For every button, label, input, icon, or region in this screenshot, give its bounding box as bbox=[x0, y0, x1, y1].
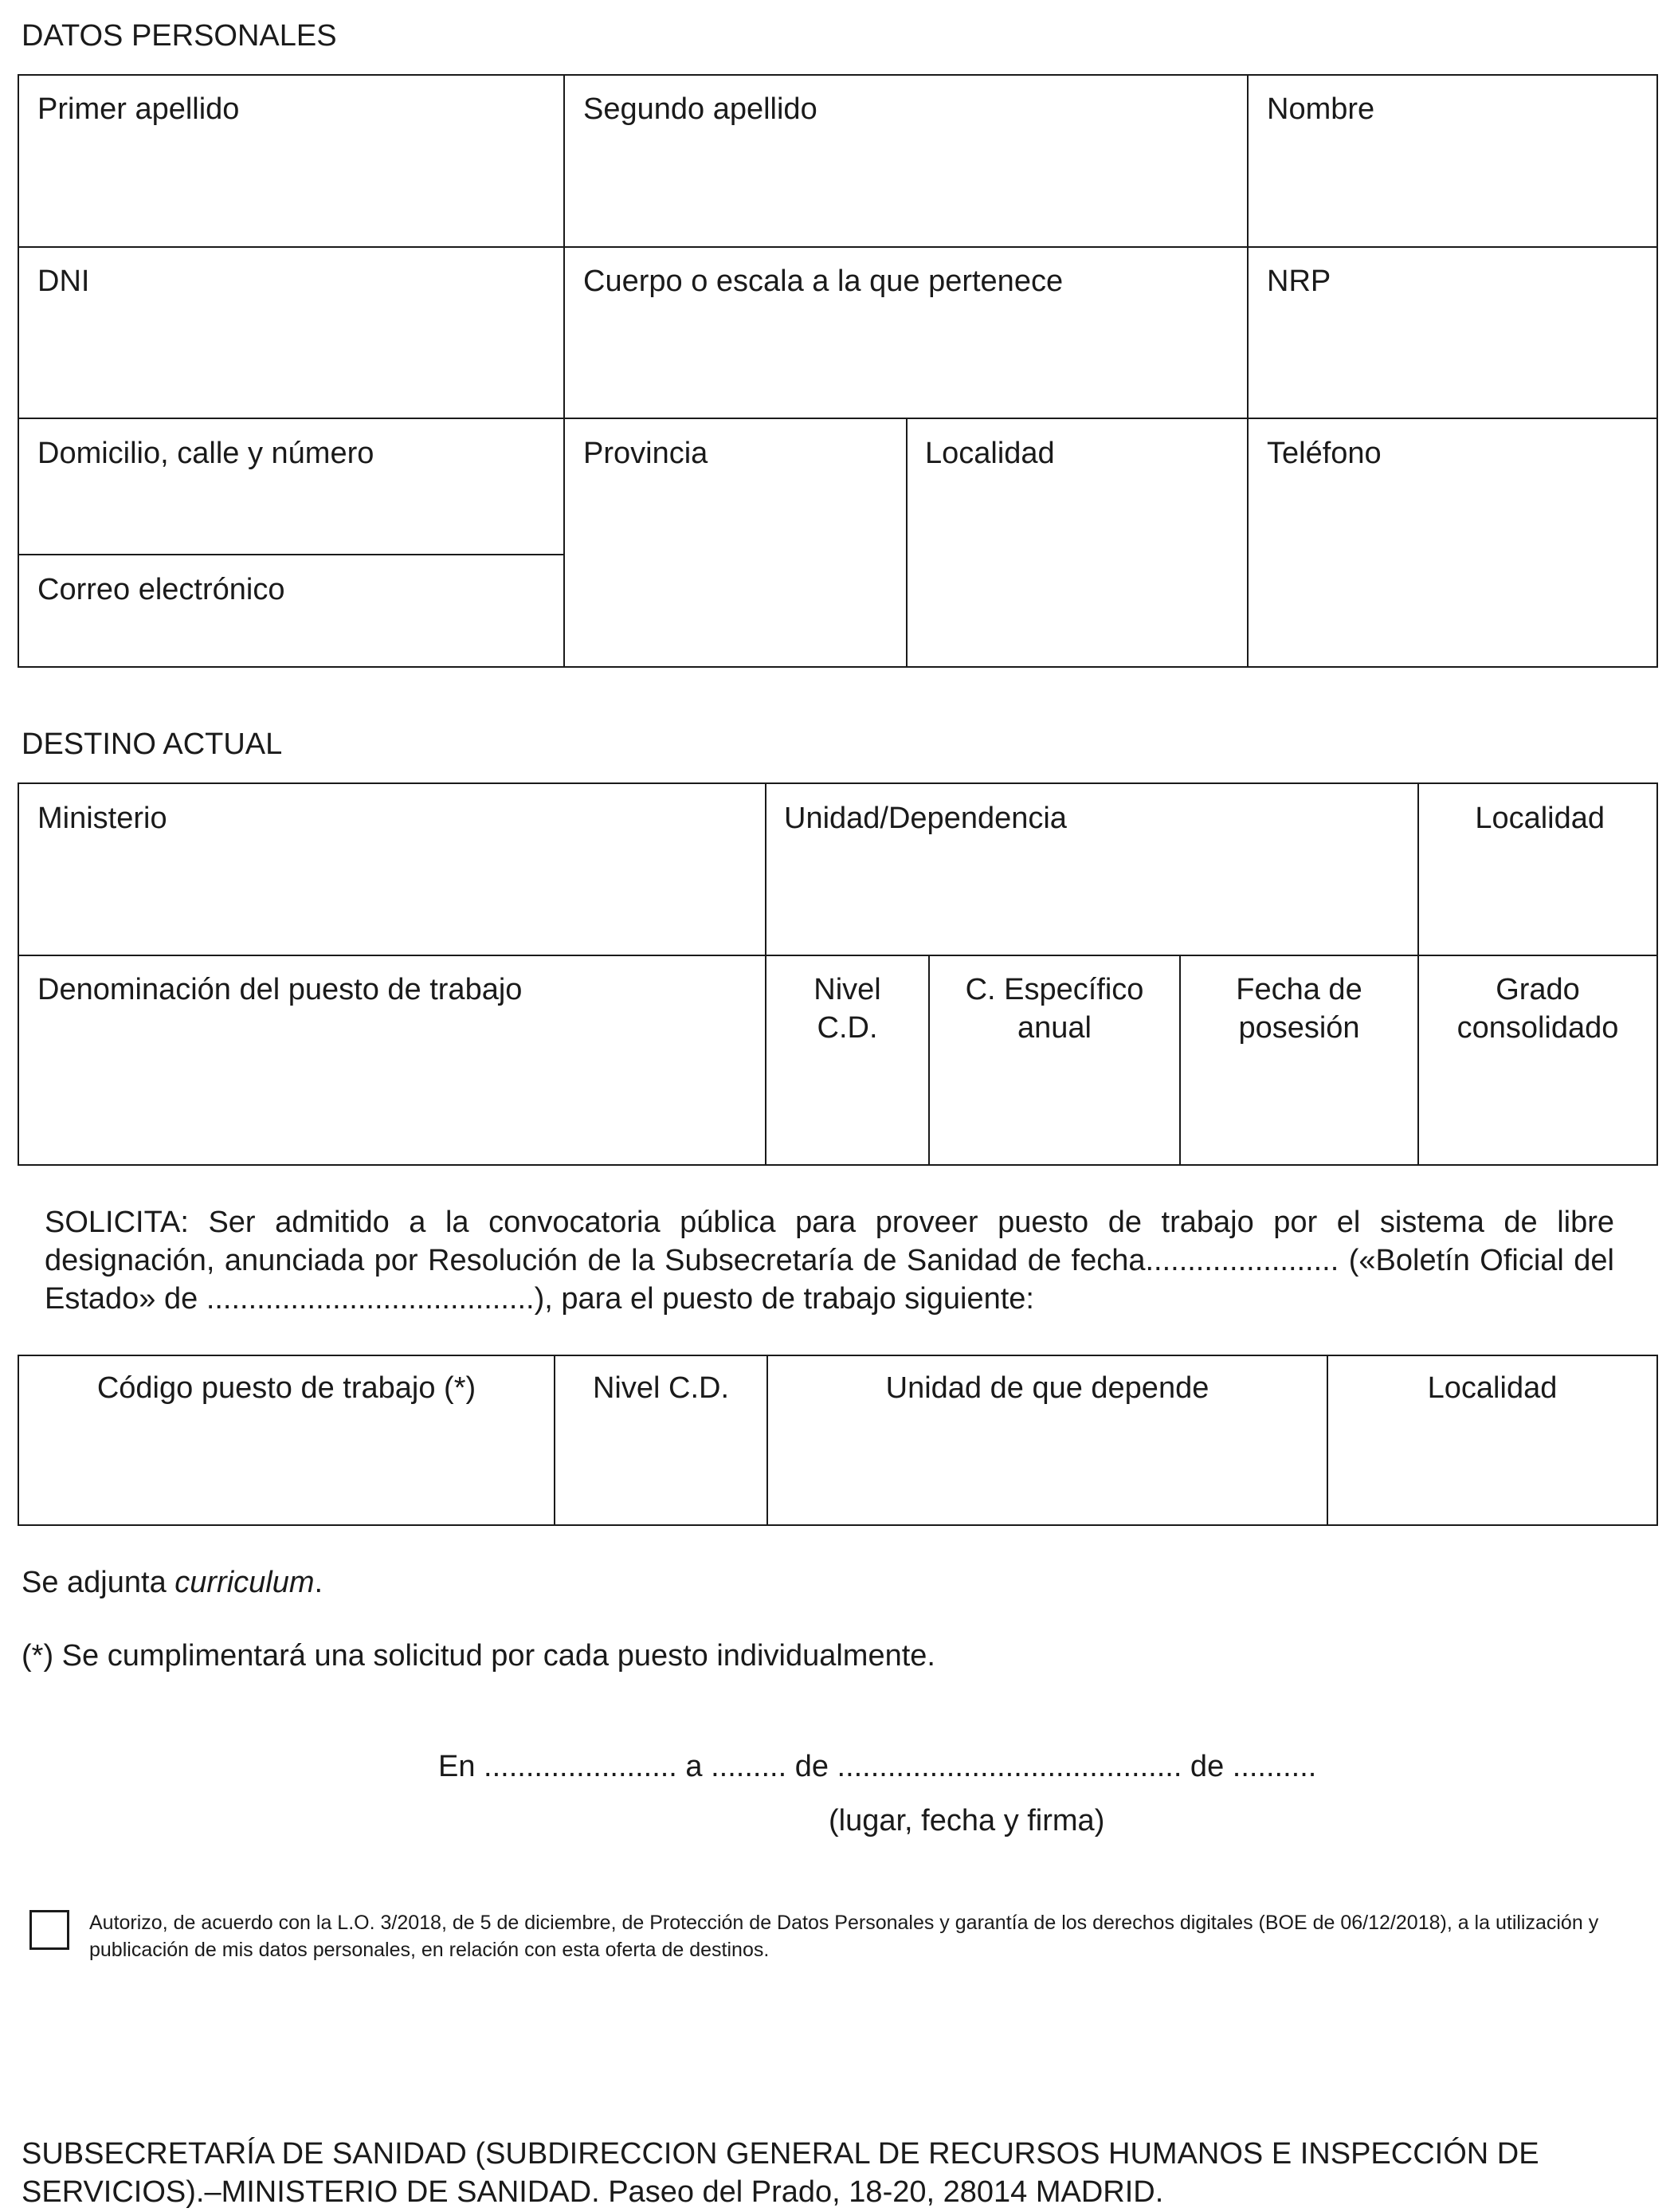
label-line: C. Específico bbox=[965, 973, 1144, 1006]
field-nombre[interactable]: Nombre bbox=[1267, 92, 1375, 126]
adjunta-prefix: Se adjunta bbox=[22, 1566, 175, 1599]
field-provincia[interactable]: Provincia bbox=[583, 437, 708, 470]
solicita-paragraph: SOLICITA: Ser admitido a la convocatoria pública para proveer puesto de trabajo por el sistema de libre designación, anunciada por Resolución de la Subsecretaría de Sanidad de fecha....................... («Boletín Oficial del Estado» de .......................................), para el puesto de trabajo siguiente: bbox=[45, 1206, 1614, 1316]
divider bbox=[1247, 74, 1249, 668]
label-line: consolidado bbox=[1456, 1011, 1619, 1045]
field-dni[interactable]: DNI bbox=[37, 265, 90, 298]
consent-checkbox[interactable] bbox=[29, 1910, 69, 1950]
divider bbox=[563, 74, 565, 668]
field-unidad-dependencia[interactable]: Unidad/Dependencia bbox=[784, 802, 1067, 835]
field-codigo-puesto[interactable]: Código puesto de trabajo (*) bbox=[96, 1371, 476, 1405]
label-line: Grado bbox=[1496, 973, 1580, 1006]
divider bbox=[18, 554, 564, 555]
field-c-especifico[interactable] bbox=[930, 971, 1179, 1047]
field-fecha-posesion[interactable] bbox=[1181, 971, 1417, 1047]
footer-address: SUBSECRETARÍA DE SANIDAD (SUBDIRECCION GENERAL DE RECURSOS HUMANOS E INSPECCIÓN DE SERVICIOS).–MINISTERIO DE SANIDAD. Paseo del Prado, 18-20, 28014 MADRID. bbox=[22, 2137, 1539, 2209]
field-ministerio[interactable]: Ministerio bbox=[37, 802, 167, 835]
label-line: posesión bbox=[1238, 1011, 1360, 1045]
field-grado-consolidado[interactable] bbox=[1419, 971, 1656, 1047]
field-localidad-destino[interactable]: Localidad bbox=[1475, 802, 1605, 835]
field-segundo-apellido[interactable]: Segundo apellido bbox=[583, 92, 817, 126]
divider bbox=[18, 955, 1658, 956]
field-domicilio[interactable]: Domicilio, calle y número bbox=[37, 437, 374, 470]
field-nivel-cd[interactable] bbox=[766, 971, 928, 1047]
field-telefono[interactable]: Teléfono bbox=[1267, 437, 1382, 470]
asterisk-note: (*) Se cumplimentará una solicitud por cada puesto individualmente. bbox=[22, 1639, 935, 1673]
label-line: Fecha de bbox=[1236, 973, 1362, 1006]
section-title-destino-actual: DESTINO ACTUAL bbox=[22, 728, 283, 761]
label-line: C.D. bbox=[817, 1011, 878, 1045]
field-correo-electronico[interactable]: Correo electrónico bbox=[37, 573, 285, 606]
label-line: Nivel bbox=[813, 973, 881, 1006]
field-localidad-solicitado[interactable]: Localidad bbox=[1427, 1371, 1558, 1405]
place-date-line[interactable]: En ....................... a ......... de ......................................... de .......... bbox=[438, 1750, 1317, 1783]
adjunta-suffix: . bbox=[314, 1566, 323, 1599]
field-localidad[interactable]: Localidad bbox=[925, 437, 1055, 470]
signature-caption: (lugar, fecha y firma) bbox=[829, 1804, 1105, 1837]
field-cuerpo-escala[interactable]: Cuerpo o escala a la que pertenece bbox=[583, 265, 1064, 298]
divider bbox=[906, 418, 908, 668]
field-nivel-cd-solicitado[interactable]: Nivel C.D. bbox=[592, 1371, 730, 1405]
section-title-datos-personales: DATOS PERSONALES bbox=[22, 19, 337, 53]
adjunta-italic: curriculum bbox=[174, 1566, 315, 1599]
field-primer-apellido[interactable]: Primer apellido bbox=[37, 92, 240, 126]
divider bbox=[18, 418, 1658, 419]
field-nrp[interactable]: NRP bbox=[1267, 265, 1331, 298]
field-unidad-depende[interactable]: Unidad de que depende bbox=[885, 1371, 1209, 1405]
consent-text: Autorizo, de acuerdo con la L.O. 3/2018, de 5 de diciembre, de Protección de Datos Personales y garantía de los derechos digitales (BOE de 06/12/2018), a la utilización y publicación de mis datos personales, en relación con esta oferta de destinos. bbox=[89, 1912, 1599, 1961]
adjunta-curriculum-note bbox=[22, 1566, 323, 1600]
label-line: anual bbox=[1017, 1011, 1092, 1045]
divider bbox=[18, 246, 1658, 248]
field-denominacion-puesto[interactable]: Denominación del puesto de trabajo bbox=[37, 973, 523, 1006]
